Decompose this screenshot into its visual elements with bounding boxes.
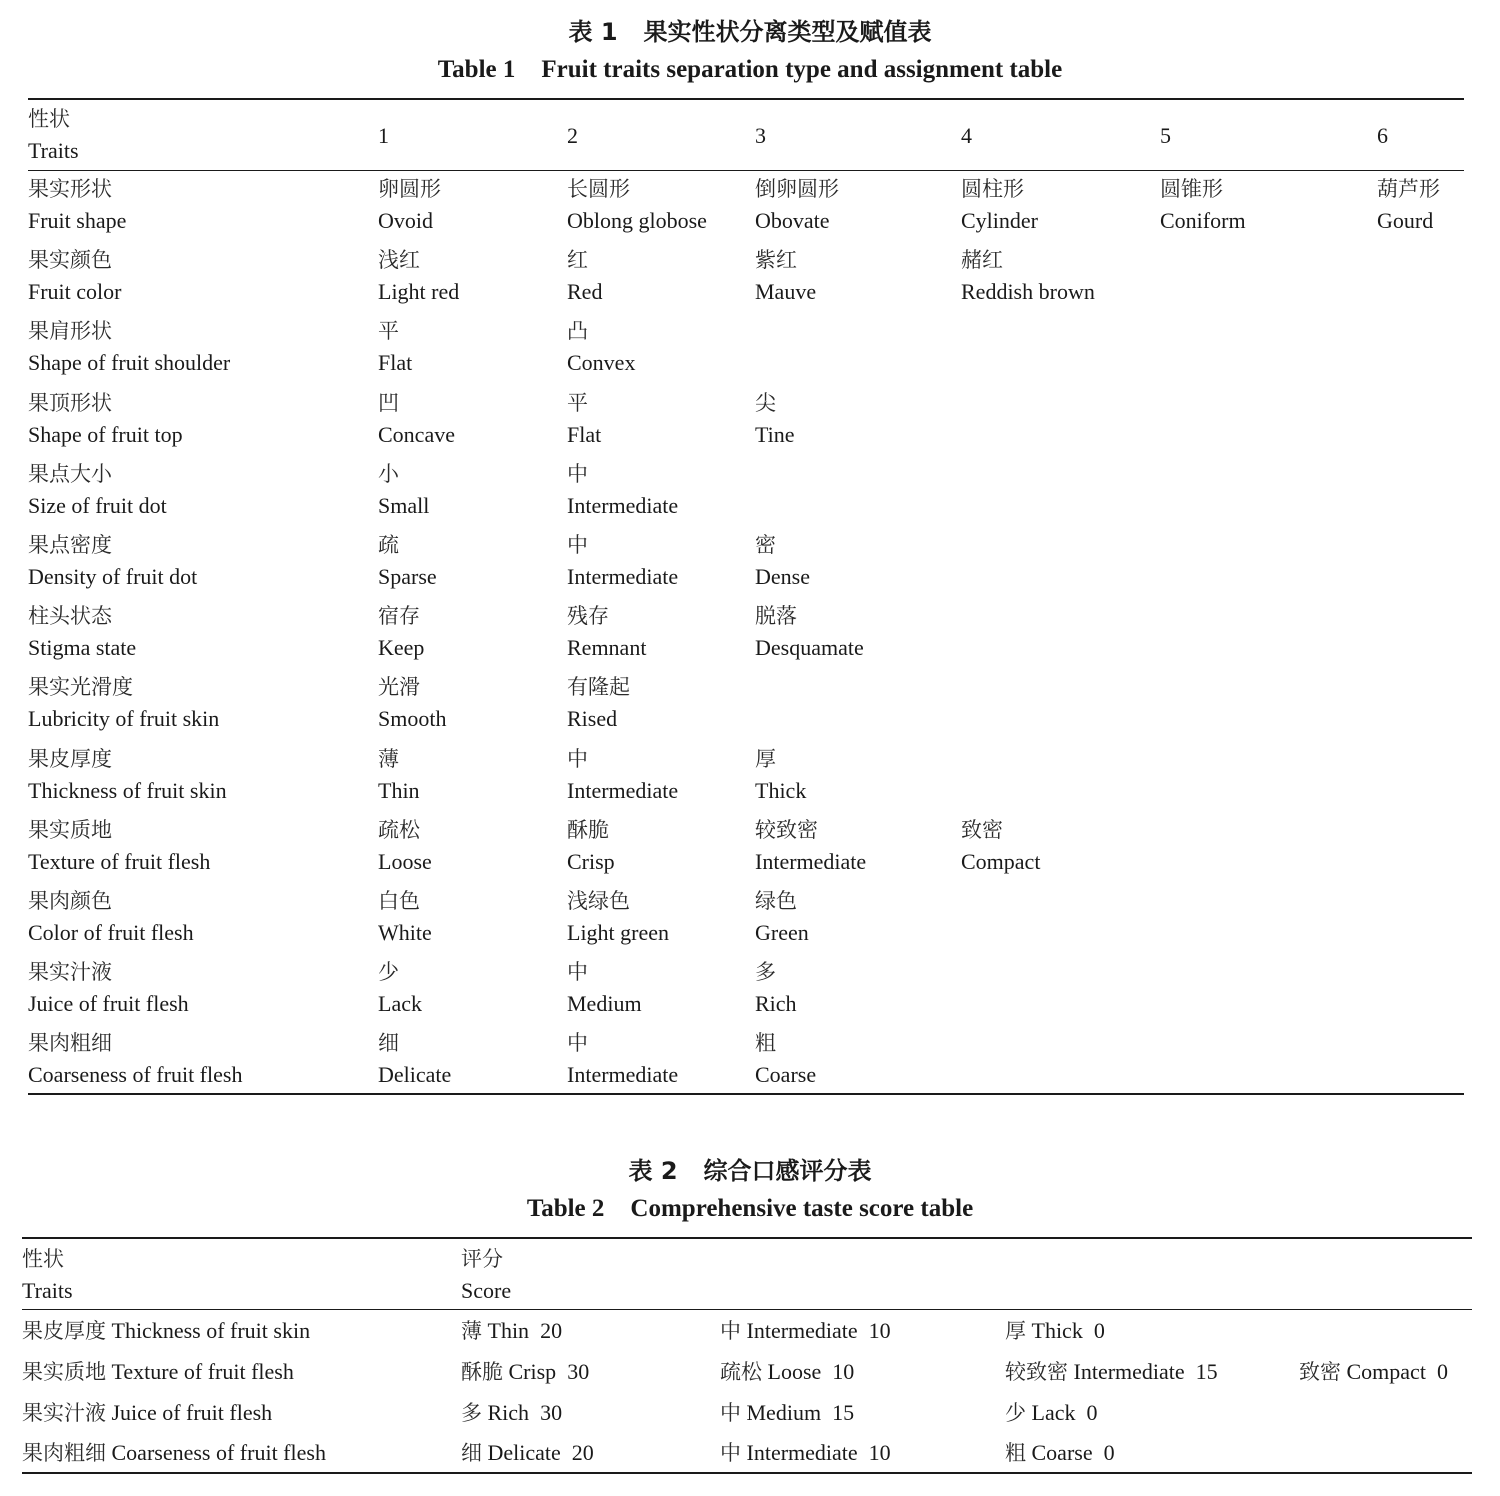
- table1-trait-cell: [28, 815, 210, 877]
- value-zh: 中: [567, 533, 588, 557]
- table1-header-col-6: 6: [1377, 123, 1388, 148]
- trait-name-en: Stigma state: [28, 635, 137, 660]
- table2-score-cell: [1005, 1356, 1218, 1388]
- table2-label-zh: 表 2: [628, 1157, 678, 1185]
- table2-bottom-rule: [22, 1472, 1472, 1474]
- value-en: Remnant: [567, 635, 647, 660]
- table2-trait-cell: [22, 1397, 272, 1429]
- trait-name-en: Lubricity of fruit skin: [28, 706, 220, 731]
- value-zh: 有隆起: [567, 675, 630, 699]
- value-zh: 尖: [755, 391, 776, 415]
- value-zh: 倒卵圆形: [755, 177, 839, 201]
- value-zh: 浅红: [378, 248, 420, 272]
- score-level-en: Coarse: [1031, 1440, 1093, 1465]
- score-value: 0: [1103, 1440, 1115, 1465]
- table1-trait-cell: [28, 530, 197, 592]
- table1-value-cell: [378, 1028, 451, 1090]
- trait-name-en: Shape of fruit shoulder: [28, 350, 231, 375]
- table1-value-cell: [378, 815, 432, 877]
- table2-score-cell: [720, 1437, 891, 1469]
- value-en: Sparse: [378, 564, 437, 589]
- value-zh: 圆锥形: [1160, 177, 1223, 201]
- value-en: Coarse: [755, 1062, 817, 1087]
- value-zh: 多: [755, 960, 776, 984]
- score-level-en: Intermediate: [1073, 1359, 1185, 1384]
- value-zh: 酥脆: [567, 818, 609, 842]
- trait-name-zh: 果实汁液: [28, 960, 112, 984]
- table2-trait-cell: [22, 1315, 310, 1347]
- value-zh: 绿色: [755, 889, 797, 913]
- table1-trait-cell: [28, 744, 227, 806]
- table1-caption-en: [0, 56, 1500, 84]
- table1-trait-cell: [28, 672, 219, 734]
- value-en: Intermediate: [567, 493, 679, 518]
- value-en: Red: [567, 279, 603, 304]
- table1-trait-cell: [28, 886, 194, 948]
- trait-name-zh: 果肉粗细: [28, 1031, 112, 1055]
- value-zh: 疏: [378, 533, 399, 557]
- table1-trait-cell: [28, 316, 230, 378]
- value-en: Rich: [755, 991, 797, 1016]
- score-value: 15: [1195, 1359, 1218, 1384]
- score-level-zh: 中: [720, 1401, 741, 1425]
- score-level-en: Medium: [746, 1400, 822, 1425]
- trait-name-zh: 果肉粗细: [22, 1441, 106, 1465]
- table2-score-cell: [1005, 1315, 1105, 1347]
- trait-name-zh: 果实质地: [22, 1360, 106, 1384]
- value-en: Loose: [378, 849, 432, 874]
- table1-trait-cell: [28, 459, 167, 521]
- value-zh: 细: [378, 1031, 399, 1055]
- table1-value-cell: [1377, 174, 1440, 236]
- table2-title-en: Comprehensive taste score table: [630, 1195, 974, 1222]
- table1-header-traits-zh: 性状: [28, 107, 70, 131]
- table1-value-cell: [378, 388, 455, 450]
- value-en: Flat: [567, 422, 602, 447]
- value-en: White: [378, 920, 432, 945]
- table1-value-cell: [378, 245, 459, 307]
- table1-value-cell: [378, 601, 424, 663]
- value-zh: 凹: [378, 391, 399, 415]
- value-zh: 紫红: [755, 248, 797, 272]
- trait-name-en: Coarseness of fruit flesh: [28, 1062, 243, 1087]
- value-zh: 致密: [961, 818, 1003, 842]
- trait-name-en: Thickness of fruit skin: [28, 778, 227, 803]
- table2-score-cell: [720, 1397, 854, 1429]
- trait-name-zh: 果实颜色: [28, 248, 112, 272]
- trait-name-zh: 果实汁液: [22, 1401, 106, 1425]
- value-zh: 疏松: [378, 818, 420, 842]
- value-en: Compact: [961, 849, 1041, 874]
- table1-header-col-4: 4: [961, 123, 972, 148]
- value-en: Ovoid: [378, 208, 433, 233]
- value-zh: 中: [567, 747, 588, 771]
- table1-bottom-rule: [28, 1093, 1464, 1095]
- table2-score-cell: [1005, 1397, 1097, 1429]
- table1-value-cell: [567, 815, 615, 877]
- value-zh: 葫芦形: [1377, 177, 1440, 201]
- trait-name-en: Texture of fruit flesh: [111, 1359, 294, 1384]
- table1-header-traits: [28, 104, 79, 166]
- table1-value-cell: [378, 672, 446, 734]
- score-level-zh: 厚: [1005, 1319, 1026, 1343]
- value-en: Delicate: [378, 1062, 452, 1087]
- table1-label-zh: 表 1: [568, 18, 618, 46]
- table1-value-cell: [567, 672, 630, 734]
- value-zh: 较致密: [755, 818, 818, 842]
- table2-title-zh: 综合口感评分表: [703, 1157, 872, 1185]
- score-level-zh: 中: [720, 1441, 741, 1465]
- value-zh: 中: [567, 462, 588, 486]
- value-zh: 密: [755, 533, 776, 557]
- score-level-en: Thick: [1031, 1318, 1083, 1343]
- table2-trait-cell: [22, 1437, 326, 1469]
- trait-name-zh: 果实形状: [28, 177, 112, 201]
- value-en: Obovate: [755, 208, 830, 233]
- table1-header-rule: [28, 170, 1464, 171]
- trait-name-en: Juice of fruit flesh: [111, 1400, 273, 1425]
- value-en: Intermediate: [567, 564, 679, 589]
- table2-caption-en: [0, 1195, 1500, 1223]
- score-value: 10: [832, 1359, 855, 1384]
- table2-score-cell: [720, 1356, 854, 1388]
- trait-name-en: Juice of fruit flesh: [28, 991, 189, 1016]
- table1-value-cell: [567, 245, 602, 307]
- score-level-en: Loose: [767, 1359, 822, 1384]
- table1-value-cell: [378, 886, 432, 948]
- value-en: Concave: [378, 422, 455, 447]
- value-zh: 白色: [378, 889, 420, 913]
- value-en: Smooth: [378, 706, 447, 731]
- trait-name-zh: 果点大小: [28, 462, 112, 486]
- table1-value-cell: [567, 174, 707, 236]
- value-en: Medium: [567, 991, 642, 1016]
- table1-value-cell: [1160, 174, 1246, 236]
- score-level-zh: 酥脆: [461, 1360, 503, 1384]
- trait-name-zh: 果实光滑度: [28, 675, 133, 699]
- value-en: Cylinder: [961, 208, 1038, 233]
- value-en: Tine: [755, 422, 795, 447]
- value-zh: 脱落: [755, 604, 797, 628]
- value-zh: 红: [567, 248, 588, 272]
- table1-header-col-1: 1: [378, 123, 389, 148]
- table1-value-cell: [567, 744, 678, 806]
- value-en: Gourd: [1377, 208, 1434, 233]
- table1-value-cell: [378, 530, 437, 592]
- table1-value-cell: [567, 459, 678, 521]
- table1-header-col-3: 3: [755, 123, 766, 148]
- score-value: 0: [1093, 1318, 1105, 1343]
- table2-score-cell: [461, 1315, 562, 1347]
- table2-score-cell: [1299, 1356, 1448, 1388]
- score-level-zh: 疏松: [720, 1360, 762, 1384]
- trait-name-en: Thickness of fruit skin: [111, 1318, 311, 1343]
- table2-label-en: Table 2: [526, 1195, 605, 1222]
- value-zh: 小: [378, 462, 399, 486]
- trait-name-zh: 果顶形状: [28, 391, 112, 415]
- table1-value-cell: [755, 744, 806, 806]
- score-level-zh: 中: [720, 1319, 741, 1343]
- table1-caption-zh: [0, 12, 1500, 47]
- trait-name-en: Shape of fruit top: [28, 422, 183, 447]
- value-en: Flat: [378, 350, 413, 375]
- value-en: Desquamate: [755, 635, 864, 660]
- trait-name-zh: 果实质地: [28, 818, 112, 842]
- score-level-zh: 少: [1005, 1401, 1026, 1425]
- score-value: 0: [1436, 1359, 1448, 1384]
- table2-header-traits-en: Traits: [22, 1278, 73, 1303]
- table1-value-cell: [567, 530, 678, 592]
- table2-caption-zh: [0, 1151, 1500, 1186]
- value-zh: 薄: [378, 747, 399, 771]
- table1-value-cell: [567, 601, 646, 663]
- score-value: 30: [567, 1359, 590, 1384]
- table1-value-cell: [567, 957, 642, 1019]
- value-en: Thin: [378, 778, 420, 803]
- table1-value-cell: [567, 316, 635, 378]
- table1-value-cell: [378, 459, 429, 521]
- trait-name-zh: 柱头状态: [28, 604, 112, 628]
- score-value: 20: [571, 1440, 594, 1465]
- trait-name-en: Texture of fruit flesh: [28, 849, 211, 874]
- table1-value-cell: [755, 886, 809, 948]
- score-level-zh: 薄: [461, 1319, 482, 1343]
- table1-trait-cell: [28, 245, 122, 307]
- table2-score-cell: [720, 1315, 891, 1347]
- table1-value-cell: [567, 1028, 678, 1090]
- table1-value-cell: [378, 174, 441, 236]
- trait-name-en: Fruit color: [28, 279, 122, 304]
- table1-value-cell: [755, 815, 866, 877]
- table1-title-en: Fruit traits separation type and assignment table: [541, 56, 1063, 83]
- table1-value-cell: [961, 815, 1040, 877]
- value-en: Crisp: [567, 849, 615, 874]
- value-zh: 凸: [567, 319, 588, 343]
- score-level-zh: 致密: [1299, 1360, 1341, 1384]
- trait-name-en: Coarseness of fruit flesh: [111, 1440, 326, 1465]
- trait-name-zh: 果肩形状: [28, 319, 112, 343]
- value-zh: 光滑: [378, 675, 420, 699]
- value-zh: 残存: [567, 604, 609, 628]
- table1-value-cell: [961, 174, 1038, 236]
- score-level-en: Lack: [1031, 1400, 1076, 1425]
- value-en: Convex: [567, 350, 636, 375]
- score-level-en: Intermediate: [746, 1440, 858, 1465]
- value-en: Rised: [567, 706, 618, 731]
- value-en: Oblong globose: [567, 208, 707, 233]
- value-zh: 平: [378, 319, 399, 343]
- table1-header-col-5: 5: [1160, 123, 1171, 148]
- table2-score-cell: [461, 1356, 589, 1388]
- value-zh: 浅绿色: [567, 889, 630, 913]
- value-zh: 少: [378, 960, 399, 984]
- value-en: Light green: [567, 920, 670, 945]
- value-zh: 卵圆形: [378, 177, 441, 201]
- value-en: Small: [378, 493, 430, 518]
- trait-name-zh: 果皮厚度: [22, 1319, 106, 1343]
- table1-value-cell: [567, 388, 601, 450]
- value-zh: 圆柱形: [961, 177, 1024, 201]
- value-en: Lack: [378, 991, 422, 1016]
- score-level-zh: 较致密: [1005, 1360, 1068, 1384]
- table2-header-rule: [22, 1309, 1472, 1310]
- value-en: Light red: [378, 279, 460, 304]
- table1-title-zh: 果实性状分离类型及赋值表: [643, 18, 932, 46]
- value-zh: 厚: [755, 747, 776, 771]
- score-value: 10: [868, 1440, 891, 1465]
- score-level-en: Delicate: [487, 1440, 561, 1465]
- value-en: Keep: [378, 635, 425, 660]
- table2-top-rule: [22, 1237, 1472, 1239]
- table1-value-cell: [378, 316, 412, 378]
- table1-top-rule: [28, 98, 1464, 100]
- table1-value-cell: [961, 245, 1095, 307]
- value-en: Intermediate: [755, 849, 867, 874]
- value-zh: 粗: [755, 1031, 776, 1055]
- table1-trait-cell: [28, 957, 189, 1019]
- score-level-en: Thin: [487, 1318, 530, 1343]
- table1-value-cell: [755, 388, 795, 450]
- score-level-en: Intermediate: [746, 1318, 858, 1343]
- value-en: Thick: [755, 778, 807, 803]
- score-level-en: Compact: [1346, 1359, 1426, 1384]
- score-level-en: Rich: [487, 1400, 530, 1425]
- table2-header-score-en: Score: [461, 1278, 512, 1303]
- table1-value-cell: [378, 744, 420, 806]
- trait-name-en: Size of fruit dot: [28, 493, 167, 518]
- value-zh: 平: [567, 391, 588, 415]
- value-zh: 长圆形: [567, 177, 630, 201]
- table1-trait-cell: [28, 388, 183, 450]
- table1-header-col-2: 2: [567, 123, 578, 148]
- value-en: Reddish brown: [961, 279, 1095, 304]
- table1-trait-cell: [28, 601, 136, 663]
- trait-name-en: Color of fruit flesh: [28, 920, 194, 945]
- value-en: Intermediate: [567, 1062, 679, 1087]
- table2-header-score-zh: 评分: [461, 1247, 503, 1271]
- score-level-zh: 细: [461, 1441, 482, 1465]
- table1-value-cell: [755, 245, 816, 307]
- table1-value-cell: [755, 1028, 816, 1090]
- value-zh: 中: [567, 960, 588, 984]
- table1-value-cell: [755, 957, 797, 1019]
- table2-header-traits: [22, 1244, 73, 1306]
- value-en: Coniform: [1160, 208, 1246, 233]
- value-zh: 宿存: [378, 604, 420, 628]
- table2-header-score: [461, 1244, 511, 1306]
- value-en: Green: [755, 920, 809, 945]
- score-value: 30: [540, 1400, 563, 1425]
- score-value: 0: [1086, 1400, 1098, 1425]
- trait-name-zh: 果肉颜色: [28, 889, 112, 913]
- trait-name-zh: 果点密度: [28, 533, 112, 557]
- table1-value-cell: [755, 174, 839, 236]
- value-en: Intermediate: [567, 778, 679, 803]
- value-zh: 赭红: [961, 248, 1003, 272]
- table1-trait-cell: [28, 1028, 242, 1090]
- value-en: Mauve: [755, 279, 817, 304]
- trait-name-en: Density of fruit dot: [28, 564, 198, 589]
- table1-label-en: Table 1: [437, 56, 516, 83]
- value-zh: 中: [567, 1031, 588, 1055]
- trait-name-zh: 果皮厚度: [28, 747, 112, 771]
- table2-score-cell: [461, 1437, 594, 1469]
- score-level-zh: 粗: [1005, 1441, 1026, 1465]
- score-level-en: Crisp: [508, 1359, 557, 1384]
- table1-header-traits-en: Traits: [28, 138, 79, 163]
- trait-name-en: Fruit shape: [28, 208, 127, 233]
- table1-value-cell: [755, 530, 810, 592]
- score-value: 15: [832, 1400, 855, 1425]
- value-en: Dense: [755, 564, 810, 589]
- score-value: 10: [868, 1318, 891, 1343]
- table1-value-cell: [755, 601, 864, 663]
- table2-header-traits-zh: 性状: [22, 1247, 64, 1271]
- table2-score-cell: [1005, 1437, 1115, 1469]
- table1-trait-cell: [28, 174, 126, 236]
- table2-trait-cell: [22, 1356, 294, 1388]
- table1-value-cell: [378, 957, 422, 1019]
- score-level-zh: 多: [461, 1401, 482, 1425]
- score-value: 20: [540, 1318, 563, 1343]
- table1-value-cell: [567, 886, 669, 948]
- table2-score-cell: [461, 1397, 562, 1429]
